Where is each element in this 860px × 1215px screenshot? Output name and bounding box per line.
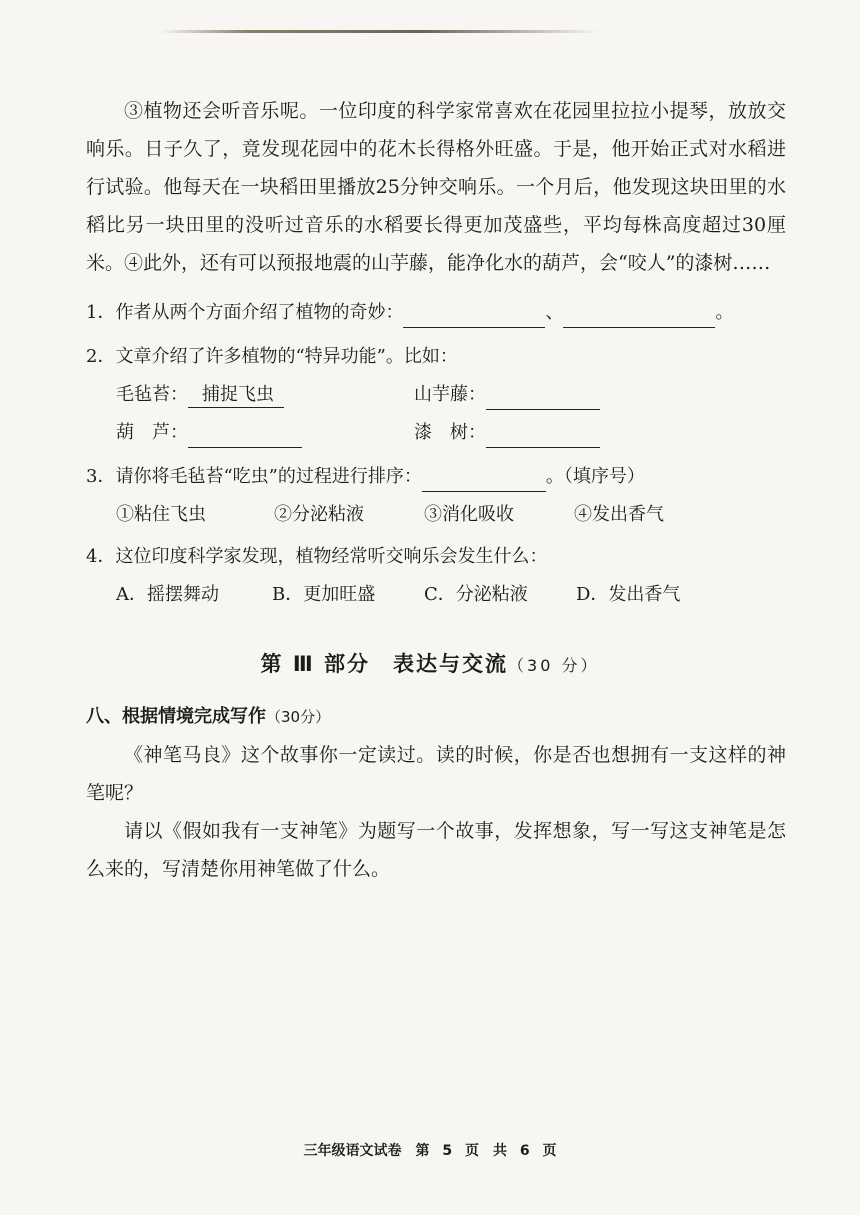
q3-option-3: ③消化吸收: [424, 504, 514, 525]
q2-item1-label: 毛毡苔：: [116, 384, 188, 405]
question-4-text: 4．这位印度科学家发现，植物经常听交响乐会发生什么：: [86, 546, 548, 567]
section-3-points: （30 分）: [508, 656, 600, 675]
answer-blank-2d[interactable]: [486, 425, 600, 448]
question-1-end: 。: [715, 302, 734, 323]
part-8-heading: [86, 702, 330, 728]
answer-blank-2b[interactable]: [486, 387, 600, 410]
q2-item2-label: 山芋藤：: [414, 384, 486, 405]
question-3: [86, 462, 786, 492]
q2-item-qishu: [414, 418, 600, 448]
q2-item1-answer: 捕捉飞虫: [188, 383, 284, 408]
q3-option-4: ④发出香气: [574, 504, 664, 525]
answer-blank-1a[interactable]: [403, 305, 545, 328]
q3-option-2: ②分泌粘液: [274, 504, 364, 525]
section-3-title-text: 第 Ⅲ 部分 表达与交流: [260, 652, 509, 676]
part-8-paragraph-1: 《神笔马良》这个故事你一定读过。读的时候，你是否也想拥有一支这样的神笔呢？: [86, 744, 786, 804]
answer-blank-3[interactable]: [422, 469, 546, 492]
part-8-heading-text: 八、根据情境完成写作: [86, 706, 266, 727]
passage-paragraph-4: ④此外，还有可以预报地震的山芋藤，能净化水的葫芦，会“咬人”的漆树……: [124, 252, 771, 274]
q2-item3-label: 葫 芦：: [116, 422, 188, 443]
section-3-title: [0, 648, 860, 678]
question-3-text: 3．请你将毛毡苔“吃虫”的过程进行排序：: [86, 466, 422, 487]
question-2-text: 2．文章介绍了许多植物的“特异功能”。比如：: [86, 346, 458, 367]
q2-item-mozhantai: [116, 380, 284, 410]
answer-blank-1b[interactable]: [563, 305, 715, 328]
q4-option-a: A．摇摆舞动: [116, 584, 219, 605]
q2-item-hulu: [116, 418, 302, 448]
question-1-separator: 、: [545, 302, 564, 323]
part-8-paragraph-2: 请以《假如我有一支神笔》为题写一个故事，发挥想象，写一写这支神笔是怎么来的，写清楚你用神笔做了什么。: [86, 820, 786, 880]
question-3-end: 。（填序号）: [545, 466, 645, 487]
answer-blank-2c[interactable]: [188, 425, 302, 448]
top-scan-rule: [160, 30, 600, 33]
q2-item4-label: 漆 树：: [414, 422, 486, 443]
q4-option-c: C．分泌粘液: [424, 584, 528, 605]
q2-item-shanyuteng: [414, 380, 600, 410]
q4-option-d: D．发出香气: [576, 584, 681, 605]
q4-option-b: B．更加旺盛: [272, 584, 376, 605]
part-8-points: （30分）: [266, 708, 331, 726]
question-1-text: 1．作者从两个方面介绍了植物的奇妙：: [86, 302, 404, 323]
question-1: [86, 298, 786, 328]
passage-paragraph-3: ③植物还会听音乐呢。一位印度的科学家常喜欢在花园里拉拉小提琴，放放交响乐。日子久了，竟发现花园中的花木长得格外旺盛。于是，他开始正式对水稻进行试验。他每天在一块稻田里播放25分钟交响乐。一个月后，他发现这块田里的水稻比另一块田里的没听过音乐的水稻要长得更加茂盛些，平均每株高度超过30厘米。: [86, 100, 786, 274]
page-footer: 三年级语文试卷 第 5 页 共 6 页: [303, 1143, 557, 1159]
q3-option-1: ①粘住飞虫: [116, 504, 206, 525]
